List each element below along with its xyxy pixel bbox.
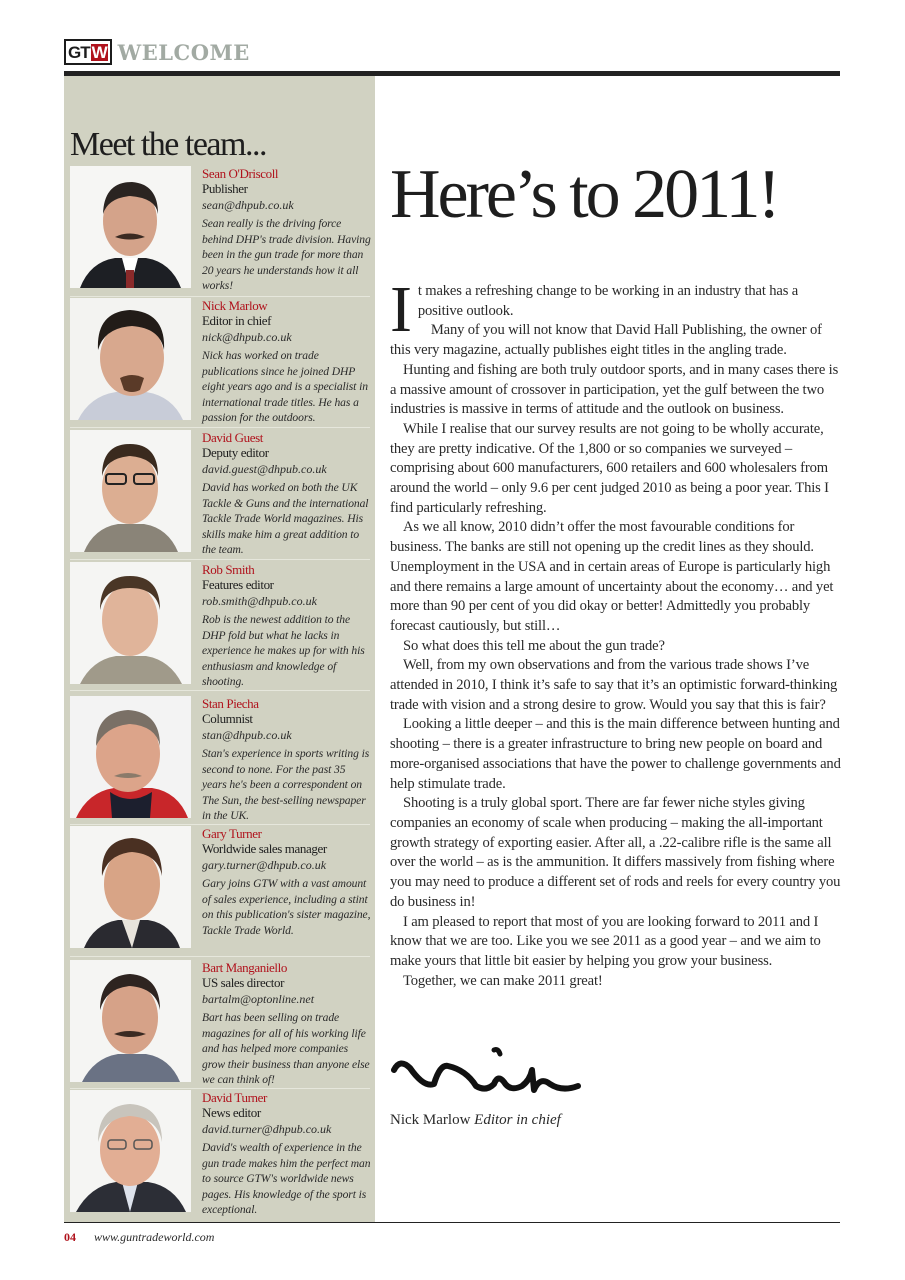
member-email[interactable]: david.turner@dhpub.co.uk <box>202 1122 332 1136</box>
member-photo <box>70 696 191 818</box>
article-paragraph: Shooting is a truly global sport. There are far fewer niche styles giving companies an economy of scale when producing – making the all-important growth strategy of exporting easier. After all, a .22-calibre rifle is the same all over the world – as is the ammunition. It differs massively from fishing where you may need to produce a different set of rods and reels for every country you do business in! <box>390 795 841 910</box>
panel-title: Meet the team... <box>70 126 266 163</box>
member-name: Rob Smith <box>202 562 255 577</box>
member-email[interactable]: stan@dhpub.co.uk <box>202 728 292 742</box>
portrait-icon <box>70 430 191 552</box>
article-headline: Here’s to 2011! <box>390 156 778 233</box>
team-member <box>70 826 370 952</box>
article-paragraph: It makes a refreshing change to be working in an industry that has a positive outlook. <box>390 273 799 346</box>
divider <box>70 427 370 428</box>
article-paragraph: Well, from my own observations and from the various trade shows I’ve attended in 2010, I think it’s safe to say that it’s an optimistic forward-thinking trade with vision and a strong desire to grow. Would you say that this is fair? <box>390 657 838 713</box>
member-photo <box>70 1090 191 1212</box>
member-bio: David has worked on both the UK Tackle & Guns and the international Tackle Trade World magazines. His skills make him a great addition to the team. <box>202 481 369 557</box>
member-bio: Rob is the newest addition to the DHP fold but what he lacks in experience he makes up for with his enthusiasm and knowledge of shooting. <box>202 613 365 689</box>
team-member <box>70 1090 370 1216</box>
page-header <box>64 40 250 64</box>
team-member <box>70 960 370 1086</box>
member-email[interactable]: bartalm@optonline.net <box>202 992 315 1006</box>
member-email[interactable]: david.guest@dhpub.co.uk <box>202 462 327 476</box>
portrait-icon <box>70 298 191 420</box>
member-role: Publisher <box>202 181 248 196</box>
gtw-logo: GT W <box>64 39 112 65</box>
article-body <box>390 273 842 991</box>
article-paragraph: Many of you will not know that David Hall Publishing, the owner of this very magazine, actually publishes eight titles in the angling trade. <box>390 322 822 359</box>
member-bio: Bart has been selling on trade magazines for all of his working life and has helped more companies grow their business than anyone else we can think of! <box>202 1011 370 1087</box>
member-email[interactable]: rob.smith@dhpub.co.uk <box>202 594 317 608</box>
team-member <box>70 696 370 822</box>
portrait-icon <box>70 1090 191 1212</box>
member-name: Bart Manganiello <box>202 960 287 975</box>
page-number: 04 <box>64 1230 76 1244</box>
member-email[interactable]: nick@dhpub.co.uk <box>202 330 292 344</box>
divider <box>70 956 370 957</box>
article-paragraph: So what does this tell me about the gun trade? <box>403 637 665 654</box>
divider <box>70 824 370 825</box>
signature-line <box>390 1112 561 1129</box>
team-member <box>70 430 370 556</box>
article-paragraph: I am pleased to report that most of you are looking forward to 2011 and I know that we are too. Like you we see 2011 as a good year – and we aim to make yours that little bit easier by helping you grow your business. <box>390 913 821 969</box>
bottom-rule <box>64 1222 840 1223</box>
member-photo <box>70 562 191 684</box>
member-bio: Nick has worked on trade publications since he joined DHP eight years ago and is a specialist in international trade titles. He has a passion for the outdoors. <box>202 349 368 425</box>
article-paragraph: Together, we can make 2011 great! <box>403 972 603 989</box>
member-name: Gary Turner <box>202 826 262 841</box>
divider <box>70 1088 370 1089</box>
member-email[interactable]: gary.turner@dhpub.co.uk <box>202 858 327 872</box>
signature-name: Nick Marlow <box>390 1112 471 1128</box>
member-bio: Sean really is the driving force behind DHP's trade division. Having been in the gun trade for more than 20 years he understands how it all works! <box>202 217 371 293</box>
member-role: Editor in chief <box>202 313 272 328</box>
portrait-icon <box>70 562 191 684</box>
member-bio: Stan's experience in sports writing is second to none. For the past 35 years he's been a correspondent on The Sun, the best-selling newspaper in the UK. <box>202 747 370 823</box>
member-name: Sean O'Driscoll <box>202 166 279 181</box>
member-name: Stan Piecha <box>202 696 259 711</box>
divider <box>70 690 370 691</box>
team-panel <box>64 76 375 1222</box>
dropcap: I <box>390 273 412 346</box>
member-name: David Guest <box>202 430 263 445</box>
member-role: Features editor <box>202 577 274 592</box>
member-bio: David's wealth of experience in the gun trade makes him the perfect man to source GTW's worldwide news pages. His knowledge of the sport is exceptional. <box>202 1141 371 1217</box>
member-email[interactable]: sean@dhpub.co.uk <box>202 198 294 212</box>
portrait-icon <box>70 166 191 288</box>
portrait-icon <box>70 826 191 948</box>
website-url[interactable]: www.guntradeworld.com <box>94 1230 215 1244</box>
section-title: WELCOME <box>117 39 250 65</box>
portrait-icon <box>70 960 191 1082</box>
article-paragraph: Looking a little deeper – and this is the main difference between hunting and shooting – there is a greater infrastructure to bring new people on board and more-organised associations that have the power to challenge governments and help stimulate trade. <box>390 716 841 792</box>
member-photo <box>70 826 191 948</box>
article-paragraph: While I realise that our survey results are not going to be wholly accurate, they are pretty indicative. Of the 1,800 or so companies we surveyed – comprising about 600 manufacturers, 600 retailers and 600 wholesalers from around the world – only 9.6 per cent judged 2010 as being a poor year. This I find particularly refreshing. <box>390 420 829 516</box>
member-name: Nick Marlow <box>202 298 268 313</box>
member-role: US sales director <box>202 975 285 990</box>
member-bio: Gary joins GTW with a vast amount of sales experience, including a stint on this publication's sister magazine, Tackle Trade World. <box>202 877 371 937</box>
member-role: News editor <box>202 1105 261 1120</box>
portrait-icon <box>70 696 191 818</box>
handwritten-signature-icon <box>390 1040 590 1100</box>
member-photo <box>70 430 191 552</box>
page-footer <box>64 1230 214 1245</box>
signature-title: Editor in chief <box>474 1112 561 1128</box>
member-role: Columnist <box>202 711 253 726</box>
member-name: David Turner <box>202 1090 267 1105</box>
divider <box>70 559 370 560</box>
member-photo <box>70 298 191 420</box>
team-member <box>70 562 370 688</box>
team-member <box>70 298 370 424</box>
member-photo <box>70 166 191 288</box>
divider <box>70 296 370 297</box>
article-paragraph: Hunting and fishing are both truly outdoor sports, and in many cases there is a massive amount of crossover in participation, yet the gulf between the two industries is massive in terms of attitude and the outlook on business. <box>390 361 839 418</box>
article-paragraph: As we all know, 2010 didn’t offer the most favourable conditions for business. The banks are still not opening up the credit lines as they should. Unemployment in the USA and in certain areas of Europe is particularly high and there remains a large amount of uncertainty about the economy… and yet more than 90 per cent of you did okay or better! Admittedly you probably forecast cautiously, but still… <box>390 519 834 634</box>
team-member <box>70 166 370 292</box>
member-photo <box>70 960 191 1082</box>
member-role: Deputy editor <box>202 445 269 460</box>
member-role: Worldwide sales manager <box>202 841 327 856</box>
